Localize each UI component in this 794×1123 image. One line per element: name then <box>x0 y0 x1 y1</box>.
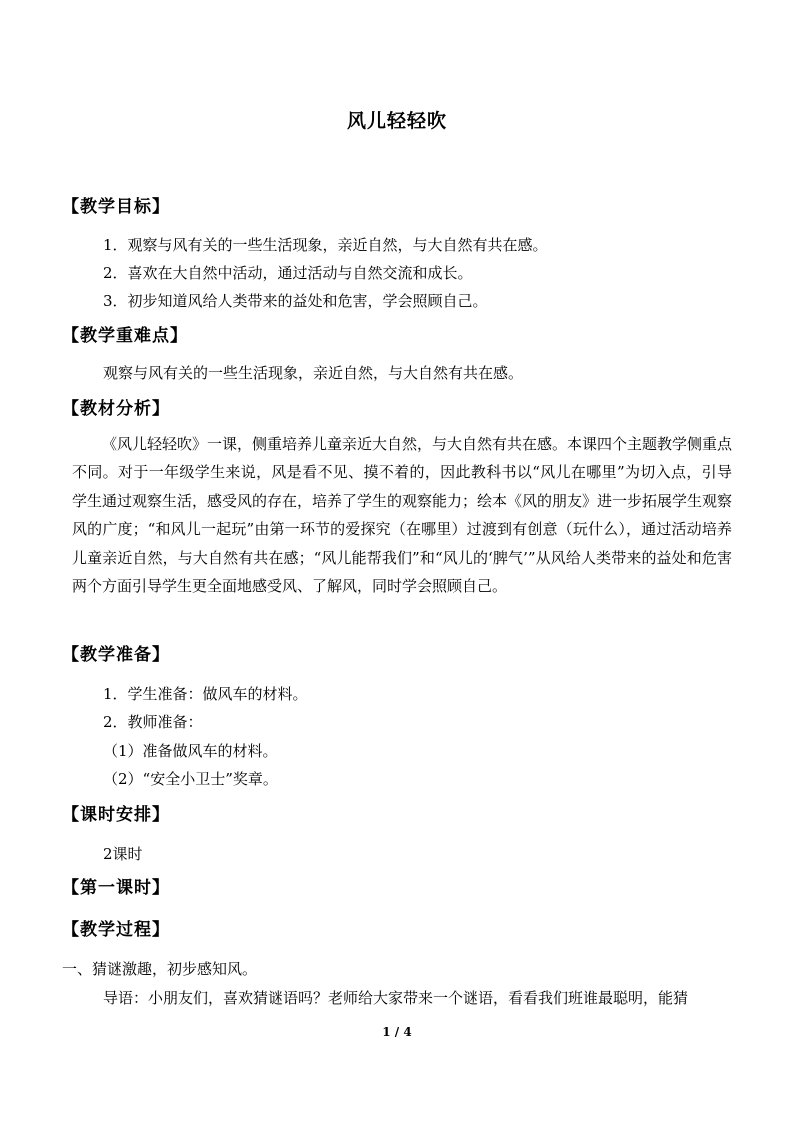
key-points-text: 观察与风有关的一些生活现象，亲近自然，与大自然有共在感。 <box>103 364 524 382</box>
section-heading-analysis: 【教材分析】 <box>62 399 170 419</box>
section-heading-preparation: 【教学准备】 <box>62 645 170 665</box>
schedule-text: 2课时 <box>103 845 143 863</box>
goal-item-3: 3．初步知道风给人类带来的益处和危害，学会照顾自己。 <box>103 292 488 310</box>
preparation-subitem-1: （1）准备做风车的材料。 <box>103 742 278 760</box>
section-heading-schedule: 【课时安排】 <box>62 805 170 825</box>
section-heading-goals: 【教学目标】 <box>62 197 170 217</box>
process-step-1: 一、猜谜激趣，初步感知风。 <box>62 960 258 978</box>
process-intro-text: 导语：小朋友们，喜欢猜谜语吗？老师给大家带来一个谜语，看看我们班谁最聪明，能猜 <box>103 989 689 1007</box>
preparation-subitem-2: （2）“安全小卫士”奖章。 <box>103 770 278 788</box>
preparation-item-2: 2．教师准备： <box>103 713 203 731</box>
section-heading-process: 【教学过程】 <box>62 920 170 940</box>
section-heading-key-points: 【教学重难点】 <box>62 326 188 346</box>
section-heading-lesson1: 【第一课时】 <box>62 878 170 898</box>
analysis-paragraph: 《风儿轻轻吹》一课，侧重培养儿童亲近大自然，与大自然有共在感。本课四个主题教学侧重点不同。对于一年级学生来说，风是看不见、摸不着的，因此教科书以“风儿在哪里”为切入点，引导学生通过观察生活，感受风的存在，培养了学生的观察能力；绘本《风的朋友》进一步拓展学生观察风的广度；“和风儿一起玩”由第一环节的爱探究（在哪里）过渡到有创意（玩什么），通过活动培养儿童亲近自然，与大自然有共在感；“风儿能帮我们”和“风儿的‘脾气’”从风给人类带来的益处和危害两个方面引导学生更全面地感受风、了解风，同时学会照顾自己。 <box>72 435 733 596</box>
document-title: 风儿轻轻吹 <box>346 110 447 132</box>
goal-item-2: 2．喜欢在大自然中活动，通过活动与自然交流和成长。 <box>103 264 473 282</box>
goal-item-1: 1．观察与风有关的一些生活现象，亲近自然，与大自然有共在感。 <box>103 236 548 254</box>
page-number: 1 / 4 <box>382 1025 412 1039</box>
preparation-item-1: 1．学生准备：做风车的材料。 <box>103 685 308 703</box>
